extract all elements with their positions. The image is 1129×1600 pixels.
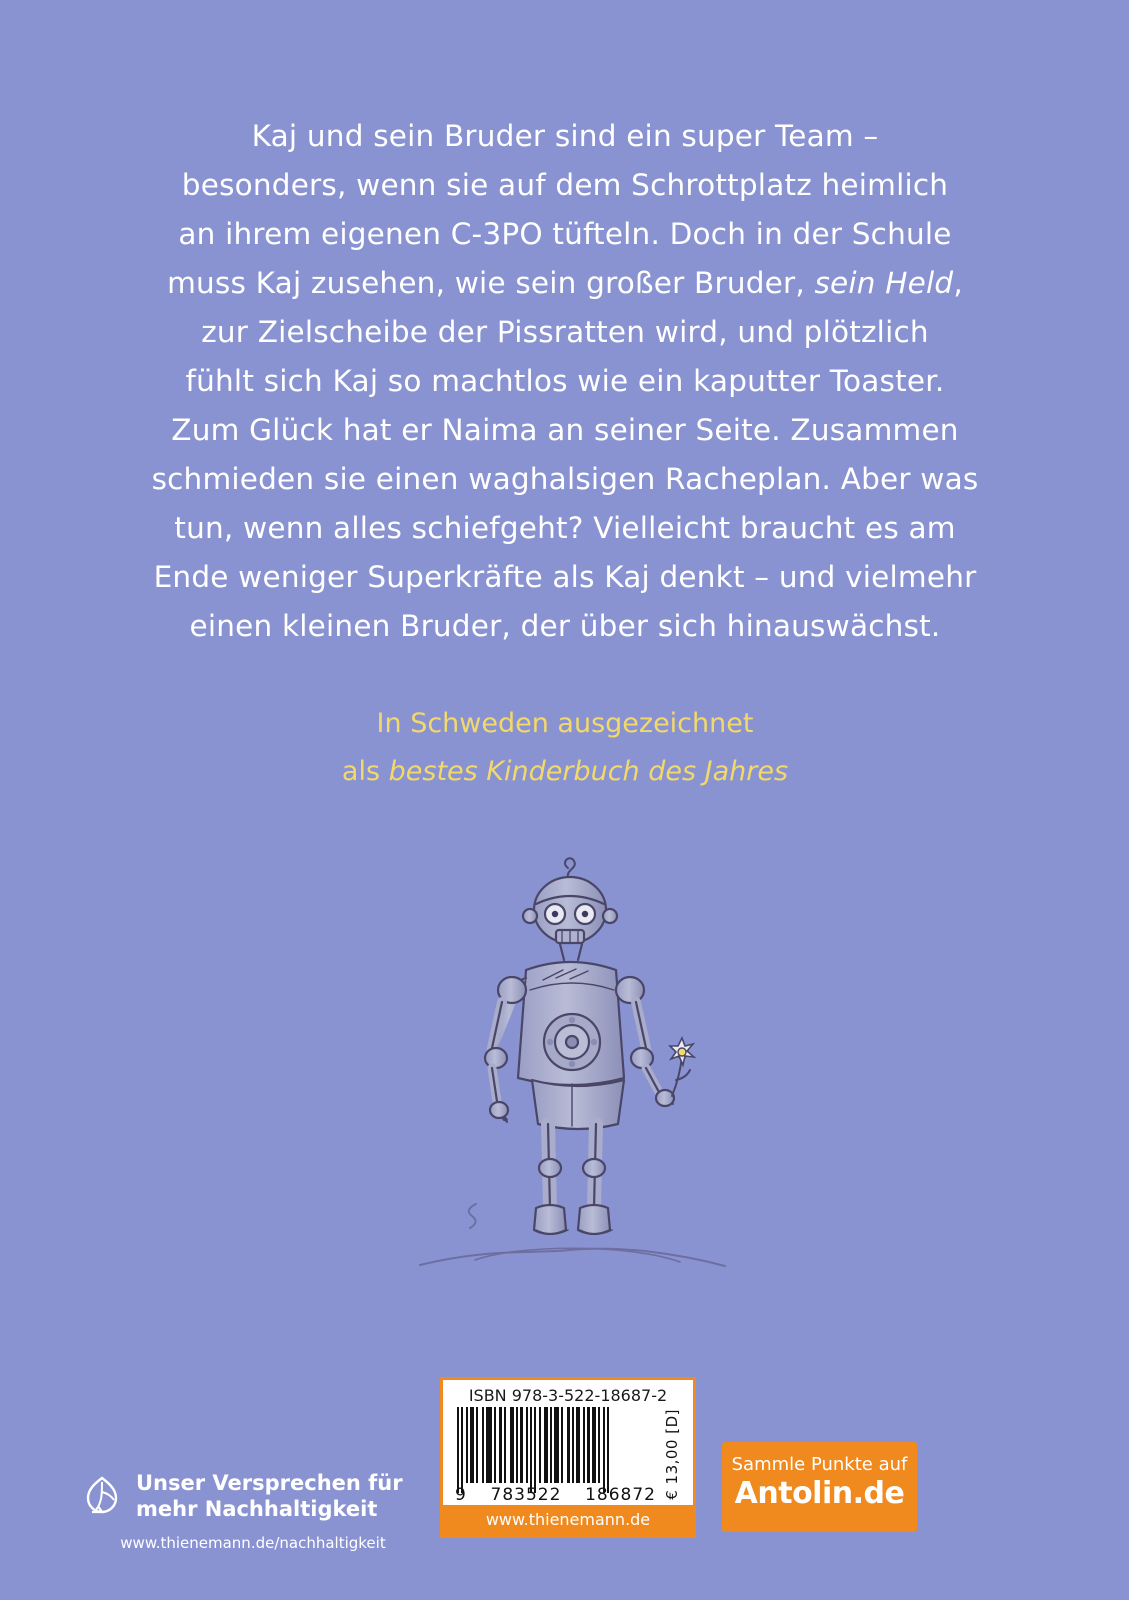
blurb-line: schmieden sie einen waghalsigen Racheplan. Aber was bbox=[151, 462, 979, 496]
isbn-text: ISBN 978-3-522-18687-2 bbox=[468, 1386, 668, 1405]
antolin-badge[interactable] bbox=[722, 1442, 917, 1532]
blurb-line: Ende weniger Superkräfte als Kaj denkt – und vielmehr bbox=[153, 560, 977, 594]
sustainability-line-2: mehr Nachhaltigkeit bbox=[136, 1497, 378, 1521]
barcode-digit-left: 9 bbox=[455, 1485, 467, 1505]
blurb-line: einen kleinen Bruder, der über sich hinauswächst. bbox=[189, 609, 941, 643]
blurb-line: zur Zielscheibe der Pissratten wird, und plötzlich bbox=[201, 315, 929, 349]
blurb-text bbox=[110, 112, 1020, 651]
sustainability-line-1: Unser Versprechen für bbox=[136, 1471, 403, 1495]
price-label: € 13,00 [D] bbox=[663, 1409, 681, 1500]
publisher-url[interactable]: www.thienemann.de bbox=[443, 1505, 693, 1535]
robot-illustration bbox=[380, 830, 760, 1310]
award-note bbox=[110, 700, 1020, 796]
blurb-line: Zum Glück hat er Naima an seiner Seite. Zusammen bbox=[171, 413, 959, 447]
sustainability-block bbox=[78, 1470, 428, 1522]
award-line-2-prefix: als bbox=[341, 756, 389, 787]
blurb-line bbox=[110, 259, 1020, 308]
award-line-1: In Schweden ausgezeichnet bbox=[376, 708, 754, 739]
antolin-line-1: Sammle Punkte auf bbox=[731, 1454, 908, 1475]
blurb-line: an ihrem eigenen C-3PO tüfteln. Doch in der Schule bbox=[178, 217, 952, 251]
blurb-line: besonders, wenn sie auf dem Schrottplatz heimlich bbox=[181, 168, 949, 202]
barcode-area bbox=[453, 1407, 683, 1505]
leaf-recycle-icon bbox=[78, 1472, 126, 1520]
award-line-2 bbox=[110, 748, 1020, 796]
blurb-line: tun, wenn alles schiefgeht? Vielleicht braucht es am bbox=[174, 511, 956, 545]
blurb-line: Kaj und sein Bruder sind ein super Team – bbox=[251, 119, 879, 153]
sustainability-url[interactable]: www.thienemann.de/nachhaltigkeit bbox=[120, 1534, 386, 1552]
ean13-bars bbox=[457, 1407, 653, 1483]
blurb-line: fühlt sich Kaj so machtlos wie ein kaputter Toaster. bbox=[185, 364, 945, 398]
antolin-line-2: Antolin.de bbox=[734, 1476, 905, 1511]
blurb-emphasis: sein Held bbox=[814, 266, 954, 300]
award-emphasis: bestes Kinderbuch des Jahres bbox=[388, 756, 789, 787]
barcode-block bbox=[440, 1377, 696, 1538]
barcode-digits bbox=[453, 1485, 658, 1505]
sustainability-text bbox=[136, 1470, 403, 1522]
footer-row bbox=[0, 1340, 1129, 1600]
barcode-digit-group-1: 783522 bbox=[490, 1485, 562, 1505]
blurb-line-part: muss Kaj zusehen, wie sein großer Bruder, bbox=[167, 266, 815, 300]
blurb-line-part: , bbox=[953, 266, 963, 300]
barcode-digit-group-2: 186872 bbox=[585, 1485, 656, 1505]
